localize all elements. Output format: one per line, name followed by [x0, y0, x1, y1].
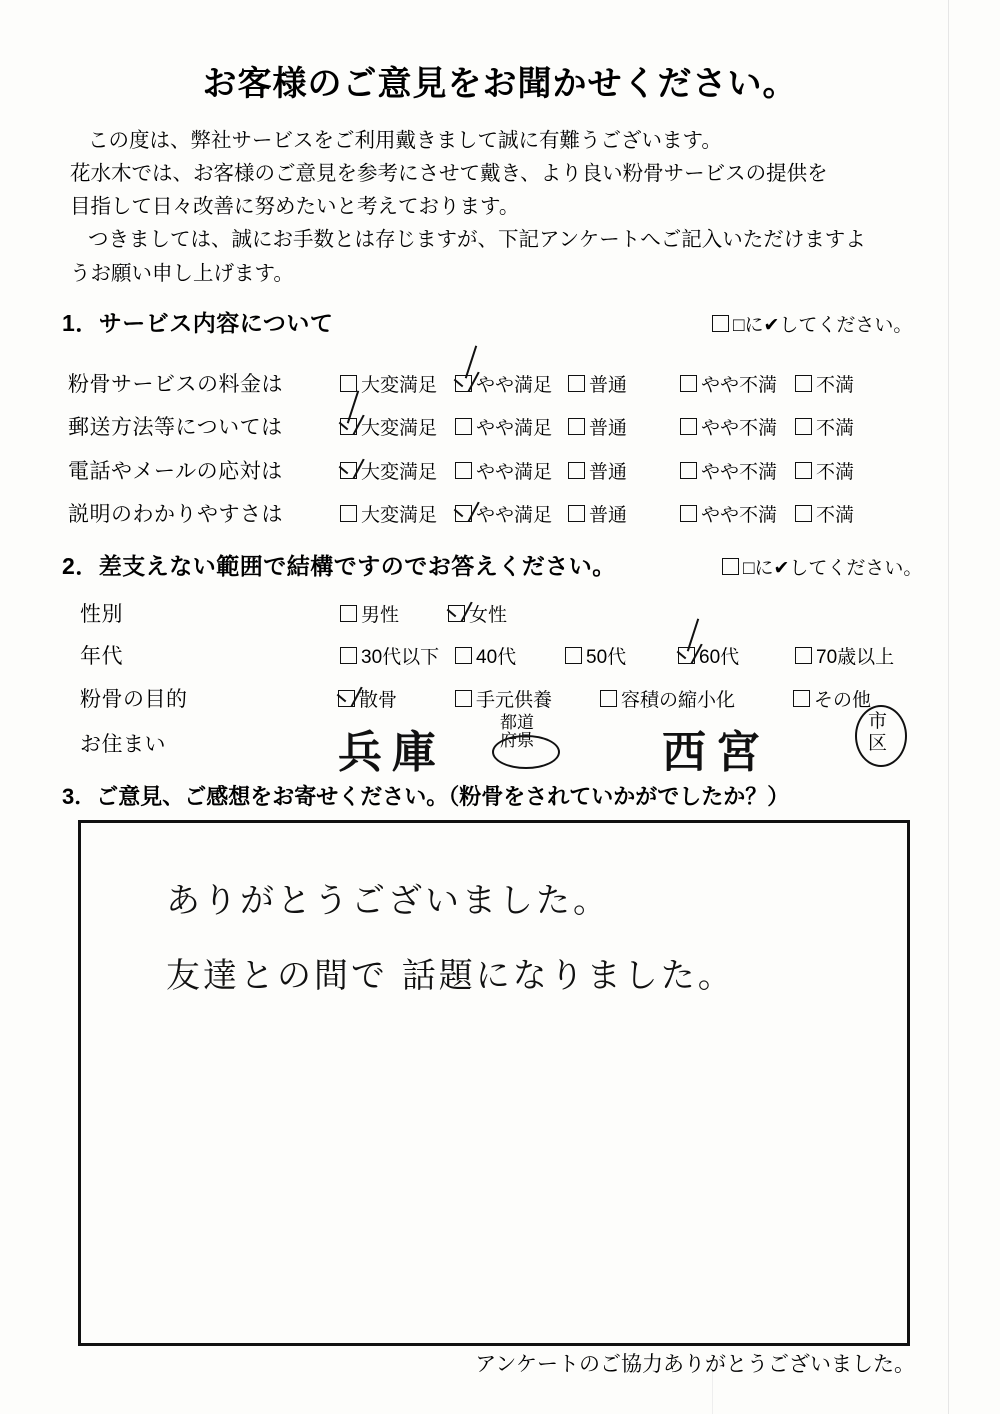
prefecture-unit-circle	[492, 735, 560, 769]
q2-purpose-label: 粉骨の目的	[80, 688, 188, 711]
q1-row-1-option-0[interactable]	[340, 370, 437, 397]
q2-address-label: お住まい	[80, 733, 166, 756]
label: 手元供養	[476, 690, 553, 711]
comment-line-1: ありがとうございました。	[166, 881, 610, 921]
label: 普通	[589, 505, 628, 526]
checkbox	[795, 505, 812, 522]
q1-row-2-option-1[interactable]	[455, 413, 552, 440]
q1-row-3-label: 電話やメールの応対は	[68, 460, 283, 483]
footer-note: アンケートのご協力ありがとうございました。	[475, 1353, 915, 1376]
label: 不満	[816, 418, 855, 439]
checkbox	[795, 462, 812, 479]
label: 普通	[589, 375, 628, 396]
q2-age-option-0[interactable]	[340, 642, 439, 669]
checkbox	[455, 418, 472, 435]
q1-row-4-option-2[interactable]	[568, 500, 627, 527]
note-checkbox-icon	[712, 315, 729, 332]
checkbox	[340, 505, 357, 522]
page-title: お客様のご意見をお聞かせください。	[202, 65, 798, 103]
q2-purpose-option-0[interactable]	[338, 685, 397, 712]
address-city-value: 西宮	[662, 727, 770, 778]
label: 大変満足	[361, 505, 438, 526]
city-unit-circle	[855, 705, 907, 767]
q1-row-3-option-0[interactable]	[340, 457, 437, 484]
section-1-check-note-text: □に✔してください。	[733, 315, 913, 336]
label: その他	[814, 690, 872, 711]
q2-purpose-option-2[interactable]	[600, 685, 735, 712]
checkbox	[795, 375, 812, 392]
q1-row-2-option-3[interactable]	[680, 413, 777, 440]
label: やや満足	[476, 418, 553, 439]
q2-gender-option-1[interactable]	[448, 600, 507, 627]
checkbox	[565, 647, 582, 664]
label: 大変満足	[361, 462, 438, 483]
label: 不満	[816, 375, 855, 396]
checkbox	[600, 690, 617, 707]
label: 30代以下	[361, 647, 440, 668]
q1-row-2-option-0[interactable]	[340, 413, 437, 440]
label: 大変満足	[361, 418, 438, 439]
label: 大変満足	[361, 375, 438, 396]
q2-age-option-1[interactable]	[455, 642, 516, 669]
section-2-check-note-text: □に✔してください。	[743, 558, 923, 579]
comment-box[interactable]	[78, 820, 910, 1346]
q2-gender-label: 性別	[80, 603, 123, 626]
checkbox	[568, 505, 585, 522]
label: 女性	[469, 605, 508, 626]
intro-line-2: 花水木では、お客様のご意見を参考にさせて戴き、より良い粉骨サービスの提供を	[70, 162, 828, 186]
label: やや満足	[476, 505, 553, 526]
section-3-heading: 3．ご意見、ご感想をお寄せください。（粉骨をされていかがでしたか？）	[62, 784, 790, 809]
intro-line-4: つきましては、誠にお手数とは存じますが、下記アンケートへご記入いただけますよ	[88, 228, 866, 252]
checkbox	[568, 462, 585, 479]
label: 40代	[476, 647, 517, 668]
checkbox-checked	[338, 690, 355, 707]
q1-row-4-option-4[interactable]	[795, 500, 854, 527]
q1-row-2-option-2[interactable]	[568, 413, 627, 440]
label: やや不満	[701, 375, 778, 396]
q2-age-label: 年代	[80, 645, 123, 668]
label: 50代	[586, 647, 627, 668]
label: 散骨	[359, 690, 398, 711]
label: 男性	[361, 605, 400, 626]
checkbox	[568, 375, 585, 392]
checkbox	[795, 647, 812, 664]
q1-row-3-option-1[interactable]	[455, 457, 552, 484]
label: 70歳以上	[816, 647, 895, 668]
section-1-heading: 1．サービス内容について	[62, 310, 334, 336]
q1-row-2-label: 郵送方法等については	[68, 416, 283, 439]
q1-row-3-option-3[interactable]	[680, 457, 777, 484]
checkbox	[680, 418, 697, 435]
q1-row-3-option-2[interactable]	[568, 457, 627, 484]
section-2-check-note	[722, 553, 922, 580]
q1-row-4-label: 説明のわかりやすさは	[68, 503, 283, 526]
q2-purpose-option-1[interactable]	[455, 685, 552, 712]
intro-line-5: うお願い申し上げます。	[70, 261, 294, 285]
q1-row-4-option-3[interactable]	[680, 500, 777, 527]
checkbox-checked	[455, 505, 472, 522]
q2-age-option-2[interactable]	[565, 642, 626, 669]
label: 不満	[816, 462, 855, 483]
checkbox	[340, 375, 357, 392]
checkbox-checked	[455, 375, 472, 392]
checkbox	[680, 462, 697, 479]
q1-row-1-option-3[interactable]	[680, 370, 777, 397]
label: やや不満	[701, 462, 778, 483]
checkbox	[795, 418, 812, 435]
checkbox-checked	[448, 605, 465, 622]
address-prefecture-value: 兵庫	[338, 727, 446, 778]
checkbox	[680, 505, 697, 522]
checkbox-checked	[340, 462, 357, 479]
checkbox	[455, 462, 472, 479]
address-city-unit: 市 区	[868, 711, 888, 754]
q1-row-3-option-4[interactable]	[795, 457, 854, 484]
comment-line-2: 友達との間で 話題になりました。	[166, 956, 735, 996]
checkbox	[340, 605, 357, 622]
label: やや満足	[476, 462, 553, 483]
label: 不満	[816, 505, 855, 526]
q1-row-1-option-1[interactable]	[455, 370, 552, 397]
q2-age-option-4[interactable]	[795, 642, 894, 669]
q1-row-4-option-1[interactable]	[455, 500, 552, 527]
q1-row-2-option-4[interactable]	[795, 413, 854, 440]
scan-artifact-line	[948, 0, 949, 1414]
q2-purpose-option-3[interactable]	[793, 685, 871, 712]
intro-line-1: この度は、弊社サービスをご利用戴きまして誠に有難うございます。	[88, 129, 722, 152]
intro-text	[70, 125, 930, 291]
q2-gender-option-0[interactable]	[340, 600, 399, 627]
checkbox	[455, 647, 472, 664]
intro-line-3: 目指して日々改善に努めたいと考えております。	[70, 195, 520, 219]
label: 容積の縮小化	[621, 690, 736, 711]
label: やや不満	[701, 505, 778, 526]
label: 普通	[589, 462, 628, 483]
label: やや満足	[476, 375, 553, 396]
checkbox	[793, 690, 810, 707]
checkbox	[340, 647, 357, 664]
checkbox	[455, 690, 472, 707]
label: 普通	[589, 418, 628, 439]
q1-row-1-option-4[interactable]	[795, 370, 854, 397]
q1-row-1-option-2[interactable]	[568, 370, 627, 397]
address-prefecture-unit: 都道 府県	[500, 713, 534, 750]
label: やや不満	[701, 418, 778, 439]
section-1-check-note	[712, 310, 912, 337]
q1-row-1-label: 粉骨サービスの料金は	[68, 373, 283, 396]
note-checkbox-icon	[722, 558, 739, 575]
checkbox	[680, 375, 697, 392]
checkbox	[568, 418, 585, 435]
q1-row-4-option-0[interactable]	[340, 500, 437, 527]
label: 60代	[699, 647, 740, 668]
section-2-heading: 2．差支えない範囲で結構ですのでお答えください。	[62, 553, 616, 579]
